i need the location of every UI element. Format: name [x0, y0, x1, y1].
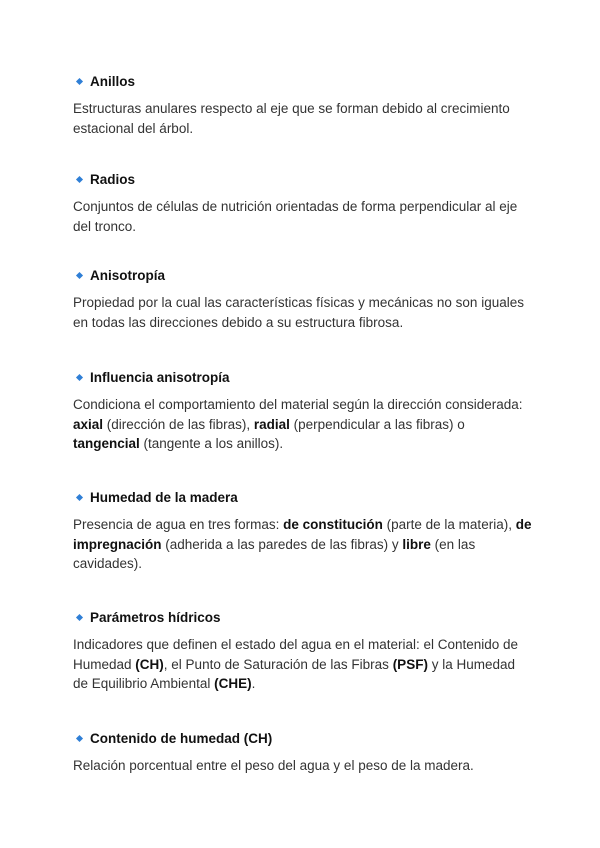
text-run: (adherida a las paredes de las fibras) y — [161, 536, 403, 552]
section-body — [73, 99, 533, 138]
section-heading — [73, 170, 533, 188]
section-body — [73, 515, 533, 574]
section-heading — [73, 729, 533, 747]
bold-term: (CH) — [135, 656, 164, 672]
section-title: Parámetros hídricos — [90, 609, 221, 625]
diamond-bullet-icon — [76, 77, 83, 84]
text-run: Relación porcentual entre el peso del agua y el peso de la madera. — [73, 758, 474, 773]
diamond-bullet-icon — [76, 493, 83, 500]
text-run: . — [251, 676, 256, 691]
text-run: (dirección de las fibras), — [103, 416, 254, 432]
section-title: Radios — [90, 171, 136, 187]
section-title: Anisotropía — [90, 267, 166, 283]
section-title: Influencia anisotropía — [90, 369, 230, 385]
bold-term: tangencial — [73, 436, 140, 451]
diamond-bullet-icon — [76, 734, 83, 741]
text-run: Estructuras anulares respecto al eje que se forman debido al crecimiento estacional del árbol. — [73, 101, 510, 136]
section-body — [73, 197, 533, 236]
bold-term: de impregnación — [73, 517, 532, 552]
text-run: Conjuntos de células de nutrición orientadas de forma perpendicular al eje del tronco. — [73, 199, 518, 234]
bold-term: (CHE) — [214, 676, 252, 691]
section-anillos — [73, 72, 533, 138]
bold-term: axial — [73, 416, 104, 432]
section-humedad-madera — [73, 488, 533, 574]
diamond-bullet-icon — [76, 613, 83, 620]
section-title: Anillos — [90, 73, 136, 89]
section-radios — [73, 170, 533, 236]
text-run: , el Punto de Saturación de las Fibras — [163, 656, 393, 672]
bold-term: radial — [253, 416, 290, 432]
text-run: (en las cavidades). — [73, 536, 476, 571]
text-run: (perpendicular a las fibras) o — [289, 416, 465, 432]
diamond-bullet-icon — [76, 373, 83, 380]
section-influencia-anisotropia — [73, 368, 533, 454]
text-run: (parte de la materia), — [382, 517, 516, 532]
section-heading — [73, 368, 533, 386]
text-run: y la Humedad de Equilibrio Ambiental — [73, 656, 515, 691]
section-body — [73, 756, 533, 776]
section-heading — [73, 266, 533, 284]
diamond-bullet-icon — [76, 271, 83, 278]
text-run: Condiciona el comportamiento del material según la dirección considerada: — [73, 397, 523, 412]
text-run: Indicadores que definen el estado del agua en el material: el Contenido de Humedad — [73, 637, 519, 672]
section-contenido-humedad — [73, 729, 533, 776]
diamond-bullet-icon — [76, 175, 83, 182]
bold-term: libre — [402, 536, 431, 552]
section-body — [73, 395, 533, 454]
section-body — [73, 635, 533, 694]
section-anisotropia — [73, 266, 533, 332]
bold-term: (PSF) — [392, 656, 428, 672]
text-run: Presencia de agua en tres formas: — [73, 517, 284, 532]
section-body — [73, 293, 533, 332]
section-title: Humedad de la madera — [90, 489, 238, 505]
section-heading — [73, 72, 533, 90]
section-heading — [73, 488, 533, 506]
text-run: Propiedad por la cual las características físicas y mecánicas no son iguales en todas las direcciones debido a su estructura fibrosa. — [73, 295, 524, 330]
section-parametros-hidricos — [73, 608, 533, 694]
bold-term: de constitución — [283, 517, 383, 532]
text-run: (tangente a los anillos). — [139, 436, 284, 451]
section-heading — [73, 608, 533, 626]
section-title: Contenido de humedad (CH) — [90, 730, 273, 746]
